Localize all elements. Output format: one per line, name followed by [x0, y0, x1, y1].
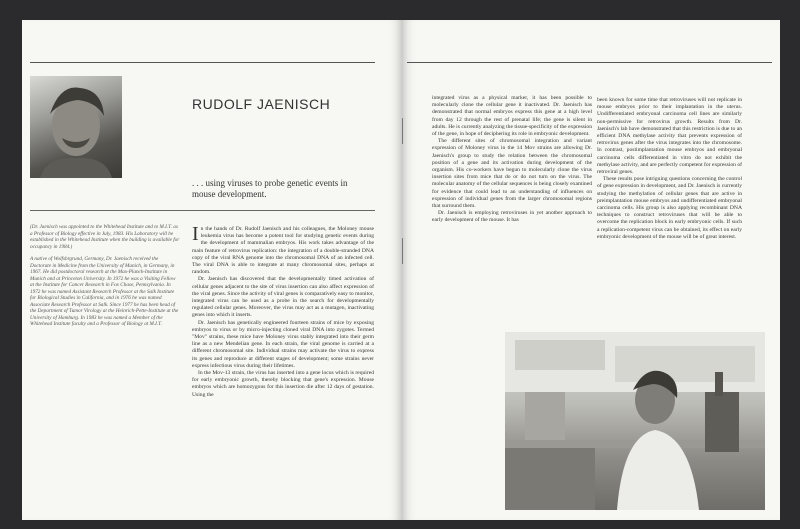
- drop-cap: I: [192, 223, 199, 245]
- body-paragraph-4: In the Mov-13 strain, the virus has inserted into a gene locus which is required for early embryonic growth, thereby blocking that gene's expression. Mouse embryos which are homozygous for this insertion die after 12 days of gestation. Using the: [192, 370, 374, 398]
- body-paragraph-3: Dr. Jaenisch has genetically engineered fourteen strains of mice by exposing embryos to virus or by micro-injecting cloned viral DNA into zygotes. Termed "Mov" strains, these mice have Moloney virus stably integrated into their germ line as a new Mendelian gene. In each strain, the viral genome is carried at a different chromosomal site. Individual strains may activate the virus to express its genes and reproduce at different stages of development; some strains never express infectious virus during their lifetimes.: [192, 319, 374, 369]
- biography-caption: [30, 224, 180, 334]
- right-paragraph-2: These results pose intriguing questions concerning the control of gene expression in development, and Dr. Jaenisch is currently studying the methylation of cellular genes that are active in preimplantation mouse embryos and undifferentiated embryonal carcinoma cells. His group is also applying recombinant DNA techniques to construct retroviruses that will be able to overcome the replication block in early embryonic cells. If such a replication-competent virus can be obtained, its effect on early embryonic development of the mouse will be of great interest.: [597, 176, 742, 240]
- top-rule-right: [407, 62, 772, 63]
- body-column-right: [597, 97, 742, 241]
- mid-paragraph-3: Dr. Jaenisch is employing retroviruses in yet another approach to early development of the mouse. It has: [432, 210, 592, 224]
- body-column-middle: [432, 95, 592, 225]
- binding-mark-bottom: [402, 238, 403, 264]
- mid-paragraph-2: The different sites of chromosomal integration and variant expression of Moloney virus in the 14 Mov strains are allowing Dr. Jaenisch's group to study the relation between the chromosomal position of a gene and its activation during development of the organism. His co-workers have begun to molecularly clone the virus insertion sites from mice that do or do not turn on the virus. The molecular anatomy of the cellular sequences is being closely examined for evidence that could lead to an understanding of influences on expression of individual genes from the larger chromosomal regions that surround them.: [432, 138, 592, 210]
- top-rule: [30, 62, 375, 63]
- body-column-left: [192, 223, 374, 399]
- body-paragraph-2: Dr. Jaenisch has discovered that the developmentally timed activation of cellular genes adjacent to the site of virus insertion can also affect expression of the viral genes. Since the activity of viral genes is comparatively easy to monitor, integrated virus can be used as a probe in the search for developmentally regulated cellular genes. Moreover, the virus may act as a mutagen, inactivating genes into which it inserts.: [192, 276, 374, 319]
- section-rule: [30, 210, 375, 211]
- body-paragraph-1-text: n the hands of Dr. Rudolf Jaenisch and his colleagues, the Moloney mouse leukemia virus has become a potent tool for studying genetic events during the development of mammalian embryos. His work takes advantage of the main feature of retrovirus replication: the integration of a double-stranded DNA copy of the viral RNA genome into the chromosomal DNA of an infected cell. The viral DNA is able to integrate at many chromosomal sites, perhaps at random.: [192, 226, 374, 276]
- caption-appointment: (Dr. Jaenisch was appointed to the Whitehead Institute and to M.I.T. as a Professor of Biology effective in July, 1983. His Laboratory will be established in the Whitehead Institute when the building is available for occupancy in 1984.): [30, 224, 180, 250]
- subtitle: . . . using viruses to probe genetic events in mouse development.: [192, 178, 348, 199]
- mid-paragraph-1: integrated virus as a physical marker, it has been possible to molecularly clone the cellular gene it inactivated. Dr. Jaenisch has demonstrated that normal embryos express this gene at a high level from day 12 through the rest of prenatal life; the gene is silent in adults. He is currently analyzing the tissue-specificity of the expression of the gene, in hope of deciphering its role in embryonic development.: [432, 95, 592, 138]
- portrait-photo: [30, 76, 122, 178]
- right-page: [402, 20, 780, 520]
- page-title: RUDOLF JAENISCH: [192, 96, 331, 112]
- laboratory-photo: [505, 332, 765, 510]
- right-paragraph-1: been known for some time that retroviruses will not replicate in mouse embryos prior to their implantation in the uterus. Undifferentiated embryonal carcinoma cell lines are similarly non-permissive for retrovirus growth. Results from Dr. Jaenisch's lab have demonstrated that this restriction is due to an efficient DNA methylase activity that prevents expression of retrovirus genes after the virus integrates into the chromosome. In contrast, postimplantation mouse embryos and embryonal carcinoma cells differentiated in vitro do not exhibit the methylase activity, and are perfectly competent for expression of retroviral genes.: [597, 97, 742, 176]
- caption-career: A native of Wolfsbrgrund, Germany, Dr. Jaenisch received the Doctorate in Medicine from the University of Munich, in Germany, in 1967. He did postdoctoral research at the Max-Planck-Institute in Munich and at Princeton University. In 1972 he was a Visiting Fellow at the Institute for Cancer Research in Fox Chase, Pennsylvania. In 1972 he was named Assistant Research Professor at the Salk Institute for Biological Studies in California, and in 1976 he was named Associate Research Professor at Salk. Since 1977 he has been head of the Department of Tumor Virology at the Heinrich-Pette-Institute at the University of Hamburg. In 1983 he was named a Member of the Whitehead Institute faculty and a Professor of Biology at M.I.T.: [30, 256, 179, 327]
- body-paragraph-1: [192, 223, 374, 276]
- binding-mark-top: [402, 118, 403, 144]
- left-page: [22, 20, 402, 520]
